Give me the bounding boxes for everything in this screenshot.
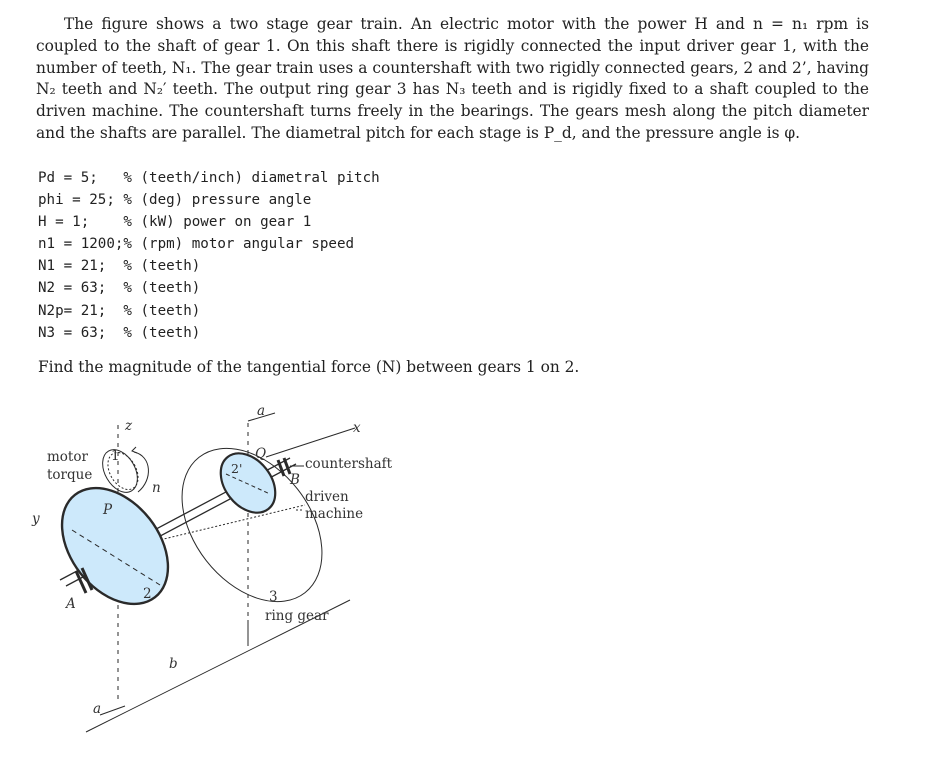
label-n: n xyxy=(152,480,161,496)
label-z: z xyxy=(125,418,133,434)
torque-arrowhead xyxy=(132,447,137,453)
problem-statement: The figure shows a two stage gear train. An electric motor with the power H and n = n₁ rpm is coupled to the shaft of gear 1. On this shaft there is rigidly connected the input driver gear 1, with the number of teeth, N₁. The gear train uses a countershaft with two rigidly connected gears, 2 and 2’, having N₂ teeth and N₂′ teeth. The output ring gear 3 has N₃ teeth and is rigidly fixed to a shaft coupled to the driven machine. The countershaft turns freely in the bearings. The gears mesh along the pitch diameter and the shafts are parallel. The diametral pitch for each stage is P_d, and the pressure angle is φ. xyxy=(36,15,869,142)
label-ring-gear: ring gear xyxy=(265,608,329,624)
x-axis-line xyxy=(266,428,355,457)
label-x: x xyxy=(353,420,361,436)
label-A: A xyxy=(66,596,76,612)
code-line: N1 = 21; % (teeth) xyxy=(38,258,201,275)
gear-1-pitch xyxy=(102,447,145,495)
code-line: H = 1; % (kW) power on gear 1 xyxy=(38,214,312,231)
label-gear2: 2 xyxy=(143,586,152,602)
label-gear1: 1 xyxy=(111,448,120,464)
label-torque: torque xyxy=(47,467,93,483)
gear-train-figure xyxy=(0,395,420,740)
label-a-bottom: a xyxy=(93,701,102,717)
code-line: N3 = 63; % (teeth) xyxy=(38,324,201,341)
label-driven: driven xyxy=(305,489,349,505)
code-line: N2 = 63; % (teeth) xyxy=(38,280,201,297)
label-machine: machine xyxy=(305,506,364,522)
code-line: N2p= 21; % (teeth) xyxy=(38,302,201,319)
label-gear2-prime: 2' xyxy=(231,461,243,476)
label-motor: motor xyxy=(47,449,88,465)
question-text: Find the magnitude of the tangential force (N) between gears 1 on 2. xyxy=(38,358,580,376)
gear-2-prime xyxy=(210,443,287,523)
label-y: y xyxy=(32,511,40,527)
code-line: phi = 25; % (deg) pressure angle xyxy=(38,192,312,209)
label-Q: Q xyxy=(255,446,267,462)
code-line: Pd = 5; % (teeth/inch) diametral pitch xyxy=(38,170,380,186)
ring-gear-3 xyxy=(153,422,350,629)
label-gear3: 3 xyxy=(269,589,278,605)
label-a-top: a xyxy=(257,403,266,419)
label-B: B xyxy=(290,472,300,488)
label-b: b xyxy=(169,656,178,672)
label-P: P xyxy=(103,502,113,518)
label-countershaft: countershaft xyxy=(305,456,393,472)
gear-2 xyxy=(40,468,189,625)
dimension-a-bottom xyxy=(100,706,125,715)
matlab-code-block xyxy=(38,167,380,344)
code-line: n1 = 1200;% (rpm) motor angular speed xyxy=(38,236,355,253)
